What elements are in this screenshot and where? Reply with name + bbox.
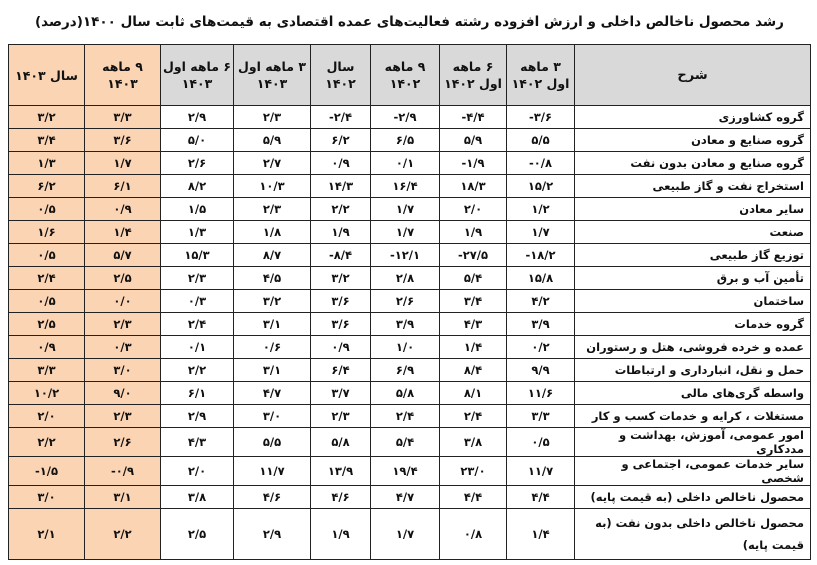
value-cell: ۲/۳ xyxy=(85,313,161,336)
row-label: سایر خدمات عمومی، اجتماعی و شخصی xyxy=(575,457,811,486)
value-cell: ۶/۹ xyxy=(371,359,440,382)
value-cell: ۸/۴ xyxy=(440,359,507,382)
value-cell: ۱۳/۹ xyxy=(311,457,371,486)
value-cell: ۲/۸ xyxy=(371,267,440,290)
value-cell: ۳/۳ xyxy=(507,405,575,428)
value-cell: ۶/۲ xyxy=(9,175,85,198)
value-cell: ۳/۰ xyxy=(9,486,85,509)
row-label: صنعت xyxy=(575,221,811,244)
table-row xyxy=(9,359,811,382)
value-cell: -۰/۹ xyxy=(85,457,161,486)
value-cell: ۱/۸ xyxy=(234,221,311,244)
value-cell: ۰/۵ xyxy=(507,428,575,457)
value-cell: ۲/۶ xyxy=(371,290,440,313)
value-cell: ۲/۴ xyxy=(9,267,85,290)
table-row xyxy=(9,336,811,359)
value-cell: ۱/۹ xyxy=(311,509,371,560)
row-label: توزیع گاز طبیعی xyxy=(575,244,811,267)
value-cell: ۱۹/۴ xyxy=(371,457,440,486)
table-row xyxy=(9,152,811,175)
value-cell: ۴/۷ xyxy=(371,486,440,509)
value-cell: ۴/۴ xyxy=(440,486,507,509)
value-cell: -۲۷/۵ xyxy=(440,244,507,267)
value-cell: ۶/۱ xyxy=(85,175,161,198)
header-col: ۹ ماهه ۱۴۰۳ xyxy=(85,45,161,106)
value-cell: ۱۱/۷ xyxy=(234,457,311,486)
value-cell: ۴/۶ xyxy=(311,486,371,509)
table-row xyxy=(9,509,811,560)
value-cell: ۸/۲ xyxy=(161,175,234,198)
row-label: عمده و خرده فروشی، هتل و رستوران xyxy=(575,336,811,359)
value-cell: ۰/۲ xyxy=(507,336,575,359)
value-cell: ۳/۳ xyxy=(9,359,85,382)
value-cell: ۲/۳ xyxy=(234,198,311,221)
header-col: سال ۱۴۰۳ xyxy=(9,45,85,106)
growth-table xyxy=(8,44,811,560)
row-label: ساختمان xyxy=(575,290,811,313)
table-row xyxy=(9,486,811,509)
value-cell: ۱۰/۲ xyxy=(9,382,85,405)
value-cell: ۰/۹ xyxy=(9,336,85,359)
value-cell: ۲/۰ xyxy=(440,198,507,221)
value-cell: ۱/۶ xyxy=(9,221,85,244)
value-cell: ۰/۹ xyxy=(311,152,371,175)
value-cell: ۳/۴ xyxy=(9,129,85,152)
value-cell: -۳/۶ xyxy=(507,106,575,129)
header-description: شرح xyxy=(575,45,811,106)
value-cell: ۰/۱ xyxy=(371,152,440,175)
row-label: تأمین آب و برق xyxy=(575,267,811,290)
value-cell: ۲/۵ xyxy=(161,509,234,560)
value-cell: ۸/۱ xyxy=(440,382,507,405)
header-col: ۳ ماهه اول ۱۴۰۲ xyxy=(507,45,575,106)
value-cell: ۰/۳ xyxy=(161,290,234,313)
value-cell: ۲/۳ xyxy=(311,405,371,428)
value-cell: ۱/۴ xyxy=(85,221,161,244)
value-cell: ۱/۷ xyxy=(507,221,575,244)
value-cell: ۴/۷ xyxy=(234,382,311,405)
value-cell: ۴/۲ xyxy=(507,290,575,313)
header-col: ۹ ماهه ۱۴۰۲ xyxy=(371,45,440,106)
value-cell: ۱/۳ xyxy=(9,152,85,175)
row-label: سایر معادن xyxy=(575,198,811,221)
value-cell: ۲/۰ xyxy=(161,457,234,486)
value-cell: ۲/۶ xyxy=(161,152,234,175)
table-row xyxy=(9,175,811,198)
table-row xyxy=(9,221,811,244)
value-cell: ۲/۲ xyxy=(9,428,85,457)
value-cell: ۰/۶ xyxy=(234,336,311,359)
value-cell: ۱/۲ xyxy=(507,198,575,221)
value-cell: ۴/۴ xyxy=(507,486,575,509)
value-cell: ۲/۰ xyxy=(9,405,85,428)
value-cell: ۶/۴ xyxy=(311,359,371,382)
value-cell: ۳/۸ xyxy=(440,428,507,457)
table-row xyxy=(9,457,811,486)
value-cell: ۲/۹ xyxy=(161,106,234,129)
table-title: رشد محصول ناخالص داخلی و ارزش افزوده رشته فعالیت‌های عمده اقتصادی به قیمت‌های ثابت سال ۱۴۰۰(درصد) xyxy=(35,14,784,30)
row-label: حمل و نقل، انبارداری و ارتباطات xyxy=(575,359,811,382)
value-cell: ۳/۰ xyxy=(85,359,161,382)
value-cell: ۲/۶ xyxy=(85,428,161,457)
value-cell: ۰/۵ xyxy=(9,290,85,313)
header-row xyxy=(9,45,811,106)
value-cell: ۶/۵ xyxy=(371,129,440,152)
value-cell: ۱۱/۶ xyxy=(507,382,575,405)
value-cell: ۹/۹ xyxy=(507,359,575,382)
value-cell: ۱۱/۷ xyxy=(507,457,575,486)
value-cell: ۰/۳ xyxy=(85,336,161,359)
value-cell: ۰/۹ xyxy=(85,198,161,221)
value-cell: ۳/۲ xyxy=(234,290,311,313)
table-row xyxy=(9,267,811,290)
value-cell: ۲۳/۰ xyxy=(440,457,507,486)
value-cell: ۱/۹ xyxy=(311,221,371,244)
value-cell: ۳/۹ xyxy=(507,313,575,336)
value-cell: ۲/۷ xyxy=(234,152,311,175)
table-row xyxy=(9,290,811,313)
value-cell: ۱۸/۳ xyxy=(440,175,507,198)
table-row xyxy=(9,405,811,428)
table-row xyxy=(9,198,811,221)
row-label-text: محصول ناخالص داخلی بدون نفت (به قیمت پایه) xyxy=(595,516,804,552)
value-cell: ۱۰/۳ xyxy=(234,175,311,198)
row-label: گروه کشاورزی xyxy=(575,106,811,129)
value-cell: ۲/۹ xyxy=(161,405,234,428)
value-cell: ۲/۵ xyxy=(9,313,85,336)
value-cell: ۲/۵ xyxy=(85,267,161,290)
row-label: گروه خدمات xyxy=(575,313,811,336)
value-cell: ۱/۷ xyxy=(371,198,440,221)
value-cell: ۵/۷ xyxy=(85,244,161,267)
row-label: گروه صنایع و معادن xyxy=(575,129,811,152)
value-cell: ۵/۵ xyxy=(234,428,311,457)
value-cell: ۱/۷ xyxy=(371,221,440,244)
value-cell: ۳/۴ xyxy=(440,290,507,313)
row-label xyxy=(575,509,811,560)
header-col: سال ۱۴۰۲ xyxy=(311,45,371,106)
value-cell: ۳/۱ xyxy=(85,486,161,509)
value-cell: ۲/۴ xyxy=(161,313,234,336)
table-row xyxy=(9,129,811,152)
value-cell: ۴/۳ xyxy=(440,313,507,336)
value-cell: ۴/۵ xyxy=(234,267,311,290)
table-row xyxy=(9,106,811,129)
value-cell: ۲/۲ xyxy=(85,509,161,560)
value-cell: ۳/۶ xyxy=(85,129,161,152)
value-cell: ۰/۱ xyxy=(161,336,234,359)
value-cell: ۳/۲ xyxy=(9,106,85,129)
value-cell: -۸/۴ xyxy=(311,244,371,267)
value-cell: -۰/۸ xyxy=(507,152,575,175)
value-cell: ۲/۴ xyxy=(371,405,440,428)
row-label: گروه صنایع و معادن بدون نفت xyxy=(575,152,811,175)
value-cell: ۲/۹ xyxy=(234,509,311,560)
table-row xyxy=(9,382,811,405)
value-cell: ۱۶/۴ xyxy=(371,175,440,198)
value-cell: ۲/۲ xyxy=(311,198,371,221)
value-cell: ۳/۷ xyxy=(311,382,371,405)
value-cell: ۰/۰ xyxy=(85,290,161,313)
value-cell: ۱/۳ xyxy=(161,221,234,244)
value-cell: ۳/۶ xyxy=(311,290,371,313)
value-cell: ۵/۵ xyxy=(507,129,575,152)
value-cell: ۱/۴ xyxy=(507,509,575,560)
table-row xyxy=(9,244,811,267)
value-cell: ۸/۷ xyxy=(234,244,311,267)
value-cell: ۲/۴ xyxy=(440,405,507,428)
header-col: ۳ ماهه اول ۱۴۰۳ xyxy=(234,45,311,106)
header-col: ۶ ماهه اول ۱۴۰۲ xyxy=(440,45,507,106)
value-cell: ۵/۰ xyxy=(161,129,234,152)
value-cell: ۳/۰ xyxy=(234,405,311,428)
value-cell: -۱۲/۱ xyxy=(371,244,440,267)
value-cell: ۵/۹ xyxy=(234,129,311,152)
value-cell: ۱/۴ xyxy=(440,336,507,359)
value-cell: -۱/۹ xyxy=(440,152,507,175)
value-cell: ۱/۰ xyxy=(371,336,440,359)
value-cell: ۱/۷ xyxy=(371,509,440,560)
value-cell: ۵/۴ xyxy=(371,428,440,457)
value-cell: ۵/۹ xyxy=(440,129,507,152)
value-cell: ۱/۹ xyxy=(440,221,507,244)
table-row xyxy=(9,428,811,457)
row-label: امور عمومی، آموزش، بهداشت و مددکاری xyxy=(575,428,811,457)
value-cell: ۳/۶ xyxy=(311,313,371,336)
value-cell: ۵/۸ xyxy=(371,382,440,405)
value-cell: ۰/۵ xyxy=(9,244,85,267)
value-cell: ۱/۷ xyxy=(85,152,161,175)
value-cell: -۴/۴ xyxy=(440,106,507,129)
value-cell: -۲/۴ xyxy=(311,106,371,129)
value-cell: ۰/۹ xyxy=(311,336,371,359)
value-cell: ۲/۳ xyxy=(85,405,161,428)
value-cell: ۴/۶ xyxy=(234,486,311,509)
value-cell: ۵/۴ xyxy=(440,267,507,290)
value-cell: ۰/۵ xyxy=(9,198,85,221)
value-cell: ۲/۳ xyxy=(234,106,311,129)
value-cell: ۳/۱ xyxy=(234,313,311,336)
value-cell: ۶/۱ xyxy=(161,382,234,405)
value-cell: ۳/۲ xyxy=(311,267,371,290)
value-cell: ۳/۸ xyxy=(161,486,234,509)
value-cell: ۶/۲ xyxy=(311,129,371,152)
table-row xyxy=(9,313,811,336)
value-cell: ۱۵/۳ xyxy=(161,244,234,267)
value-cell: ۱۵/۲ xyxy=(507,175,575,198)
header-col: ۶ ماهه اول ۱۴۰۳ xyxy=(161,45,234,106)
value-cell: ۱۴/۳ xyxy=(311,175,371,198)
value-cell: -۱/۵ xyxy=(9,457,85,486)
value-cell: ۳/۱ xyxy=(234,359,311,382)
value-cell: -۱۸/۲ xyxy=(507,244,575,267)
value-cell: ۲/۲ xyxy=(161,359,234,382)
row-label: واسطه گری‌های مالی xyxy=(575,382,811,405)
value-cell: ۱/۵ xyxy=(161,198,234,221)
row-label: محصول ناخالص داخلی (به قیمت پایه) xyxy=(575,486,811,509)
value-cell: ۹/۰ xyxy=(85,382,161,405)
value-cell: ۲/۱ xyxy=(9,509,85,560)
value-cell: -۲/۹ xyxy=(371,106,440,129)
value-cell: ۳/۹ xyxy=(371,313,440,336)
row-label: مستغلات ، کرایه و خدمات کسب و کار xyxy=(575,405,811,428)
value-cell: ۰/۸ xyxy=(440,509,507,560)
table-body xyxy=(9,106,811,560)
value-cell: ۵/۸ xyxy=(311,428,371,457)
value-cell: ۲/۳ xyxy=(161,267,234,290)
row-label: استخراج نفت و گاز طبیعی xyxy=(575,175,811,198)
value-cell: ۴/۳ xyxy=(161,428,234,457)
value-cell: ۳/۳ xyxy=(85,106,161,129)
value-cell: ۱۵/۸ xyxy=(507,267,575,290)
